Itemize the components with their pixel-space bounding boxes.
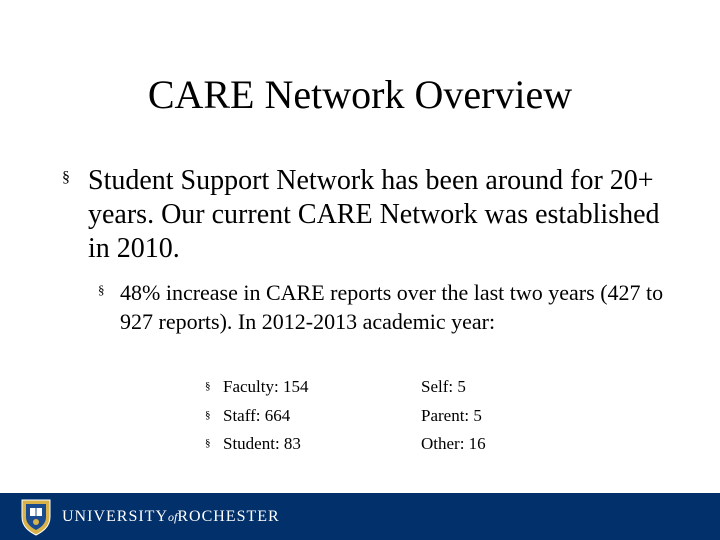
stat-row — [205, 373, 395, 402]
stat-row — [421, 430, 581, 459]
university-name-of: of — [168, 510, 178, 524]
university-name-part1: UNIVERSITY — [62, 508, 168, 525]
bullet-marker-icon: § — [205, 408, 211, 421]
bullet-marker-icon: § — [62, 169, 70, 186]
footer-bar — [0, 493, 720, 540]
university-name — [62, 504, 280, 530]
stat-staff: Staff: 664 — [223, 405, 291, 425]
bullet-level1-text: Student Support Network has been around for 20+ years. Our current CARE Network was established in 2010. — [88, 165, 660, 264]
bullet-level2-text: 48% increase in CARE reports over the last two years (427 to 927 reports). In 2012-2013 academic year: — [120, 280, 664, 334]
stat-other: Other: 16 — [421, 434, 486, 453]
stat-row — [205, 430, 395, 459]
bullet-marker-icon: § — [98, 282, 105, 297]
university-seal-icon — [18, 497, 54, 536]
slide-title: CARE Network Overview — [147, 72, 573, 117]
stat-parent: Parent: 5 — [421, 405, 482, 425]
stat-self: Self: 5 — [421, 377, 466, 396]
stat-row — [421, 402, 581, 431]
stat-row — [205, 402, 395, 431]
bullet-marker-icon: § — [205, 437, 211, 449]
university-name-part2: ROCHESTER — [177, 508, 280, 525]
stats-left-column — [205, 373, 395, 459]
bullet-marker-icon: § — [205, 380, 211, 392]
stat-faculty: Faculty: 154 — [223, 377, 309, 396]
stats-right-column — [421, 373, 581, 459]
stat-row — [421, 373, 581, 402]
stat-student: Student: 83 — [223, 434, 301, 453]
